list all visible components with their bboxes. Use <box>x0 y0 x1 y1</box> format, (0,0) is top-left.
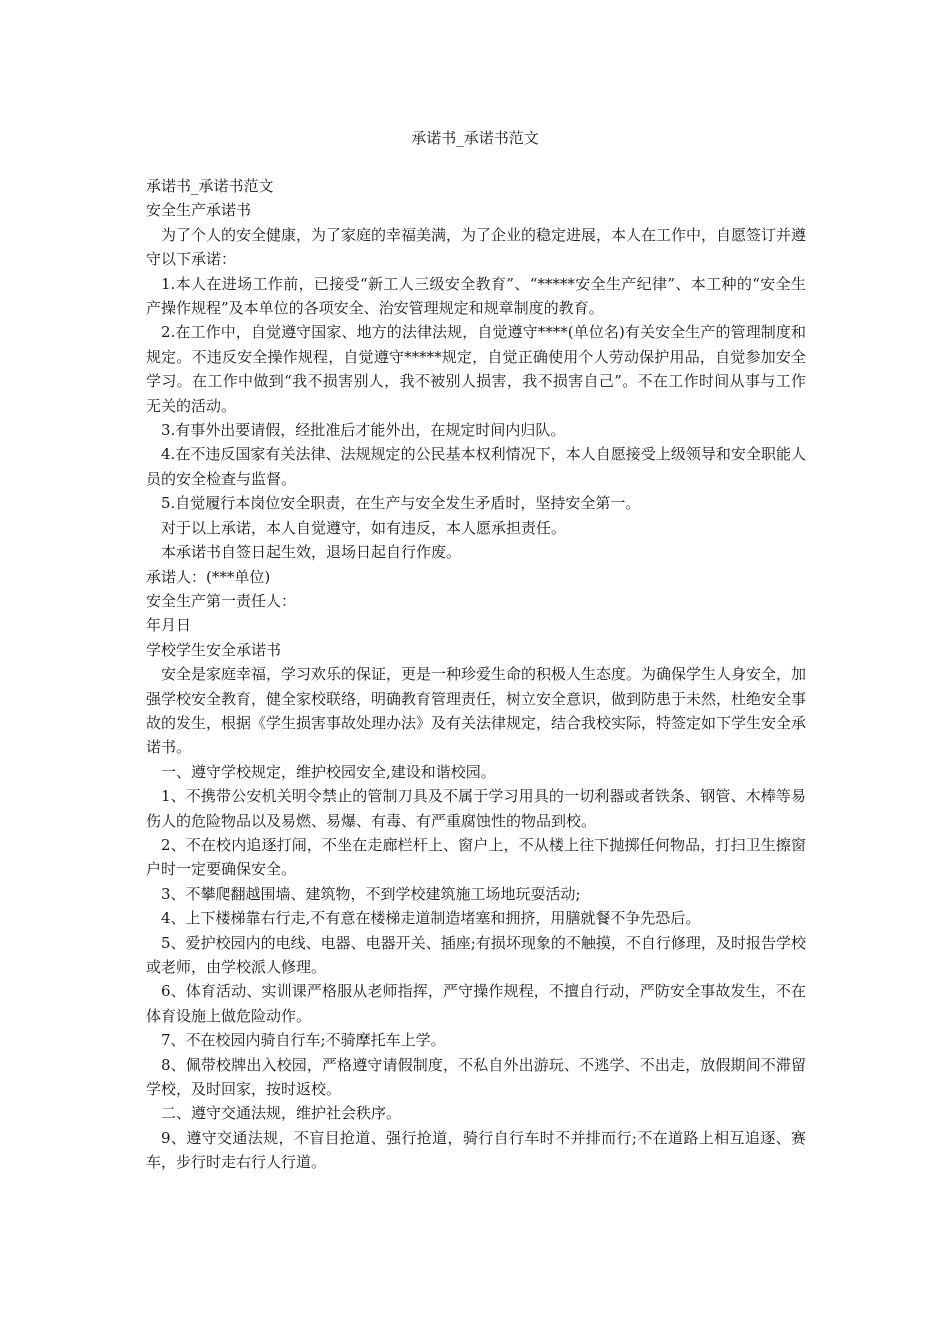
paragraph: 2、不在校内追逐打闹，不坐在走廊栏杆上、窗户上，不从楼上往下抛掷任何物品，打扫卫生擦窗户时一定要确保安全。 <box>146 835 806 879</box>
paragraph: 二、遵守交通法规，维护社会秩序。 <box>161 1104 402 1123</box>
paragraph: 6、体育活动、实训课严格服从老师指挥，严守操作规程，不擅自行动，严防安全事故发生，不在体育设施上做危险动作。 <box>146 982 806 1025</box>
paragraph: 安全是家庭幸福，学习欢乐的保证，更是一种珍爱生命的积极人生态度。为确保学生人身安全，加强学校安全教育，健全家校联络，明确教育管理责任，树立安全意识，做到防患于未然，杜绝安全事故的发生，根据《学生损害事故处理办法》及有关法律规定，结合我校实际，特签定如下学生安全承诺书。 <box>146 665 807 757</box>
document-body <box>146 174 806 1175</box>
paragraph: 8、佩带校牌出入校园，严格遵守请假制度，不私自外出游玩、不逃学、不出走，放假期间不滞留学校，及时回家，按时返校。 <box>146 1055 806 1099</box>
paragraph: 3.有事外出要请假，经批准后才能外出，在规定时间内归队。 <box>161 421 566 440</box>
paragraph: 1.本人在进场工作前，已接受“新工人三级安全教育”、“*****安全生产纪律”、本工种的“安全生产操作规程”及本单位的各项安全、治安管理规定和规章制度的教育。 <box>146 274 806 318</box>
paragraph: 对于以上承诺，本人自觉遵守，如有违反，本人愿承担责任。 <box>161 518 567 537</box>
paragraph: 2.在工作中，自觉遵守国家、地方的法律法规，自觉遵守****(单位名)有关安全生产的管理制度和规定。不违反安全操作规程，自觉遵守*****规定，自觉正确使用个人劳动保护用品，自觉参加安全学习。在工作中做到“我不损害别人，我不被别人损害，我不损害自己”。不在工作时间从事与工作无关的活动。 <box>146 323 806 415</box>
paragraph: 承诺书_承诺书范文 <box>146 177 274 195</box>
paragraph: 年月日 <box>146 616 192 635</box>
paragraph: 安全生产承诺书 <box>146 201 252 220</box>
paragraph: 5.自觉履行本岗位安全职责，在生产与安全发生矛盾时，坚持安全第一。 <box>161 494 641 513</box>
paragraph: 9、遵守交通法规，不盲目抢道、强行抢道，骑行自行车时不并排而行;不在道路上相互追逐、赛车，步行时走右行人行道。 <box>146 1128 806 1172</box>
paragraph: 1、不携带公安机关明令禁止的管制刀具及不属于学习用具的一切利器或者铁条、钢管、木棒等易伤人的危险物品以及易燃、易爆、有毒、有严重腐蚀性的物品到校。 <box>146 787 806 830</box>
paragraph: 7、不在校园内骑自行车;不骑摩托车上学。 <box>161 1031 446 1050</box>
paragraph: 安全生产第一责任人： <box>146 591 297 610</box>
paragraph: 本承诺书自签日起生效，退场日起自行作废。 <box>161 543 462 562</box>
paragraph: 5、爱护校园内的电线、电器、电器开关、插座;有损坏现象的不触摸，不自行修理，及时报告学校或老师，由学校派人修理。 <box>146 933 806 976</box>
paragraph: 为了个人的安全健康，为了家庭的幸福美满，为了企业的稳定进展，本人在工作中，自愿签订并遵守以下承诺： <box>146 225 807 269</box>
paragraph: 4.在不违反国家有关法律、法规规定的公民基本权利情况下，本人自愿接受上级领导和安全职能人员的安全检查与监督。 <box>146 445 806 488</box>
paragraph: 4、上下楼梯靠右行走,不有意在楼梯走道制造堵塞和拥挤，用膳就餐不争先恐后。 <box>161 909 701 928</box>
paragraph: 3、不攀爬翻越围墙、建筑物，不到学校建筑施工场地玩耍活动; <box>161 884 581 903</box>
paragraph: 学校学生安全承诺书 <box>146 640 282 659</box>
document-title: 承诺书_承诺书范文 <box>411 129 539 147</box>
paragraph: 承诺人：(***单位) <box>146 567 271 586</box>
paragraph: 一、遵守学校规定，维护校园安全,建设和谐校园。 <box>161 762 496 781</box>
